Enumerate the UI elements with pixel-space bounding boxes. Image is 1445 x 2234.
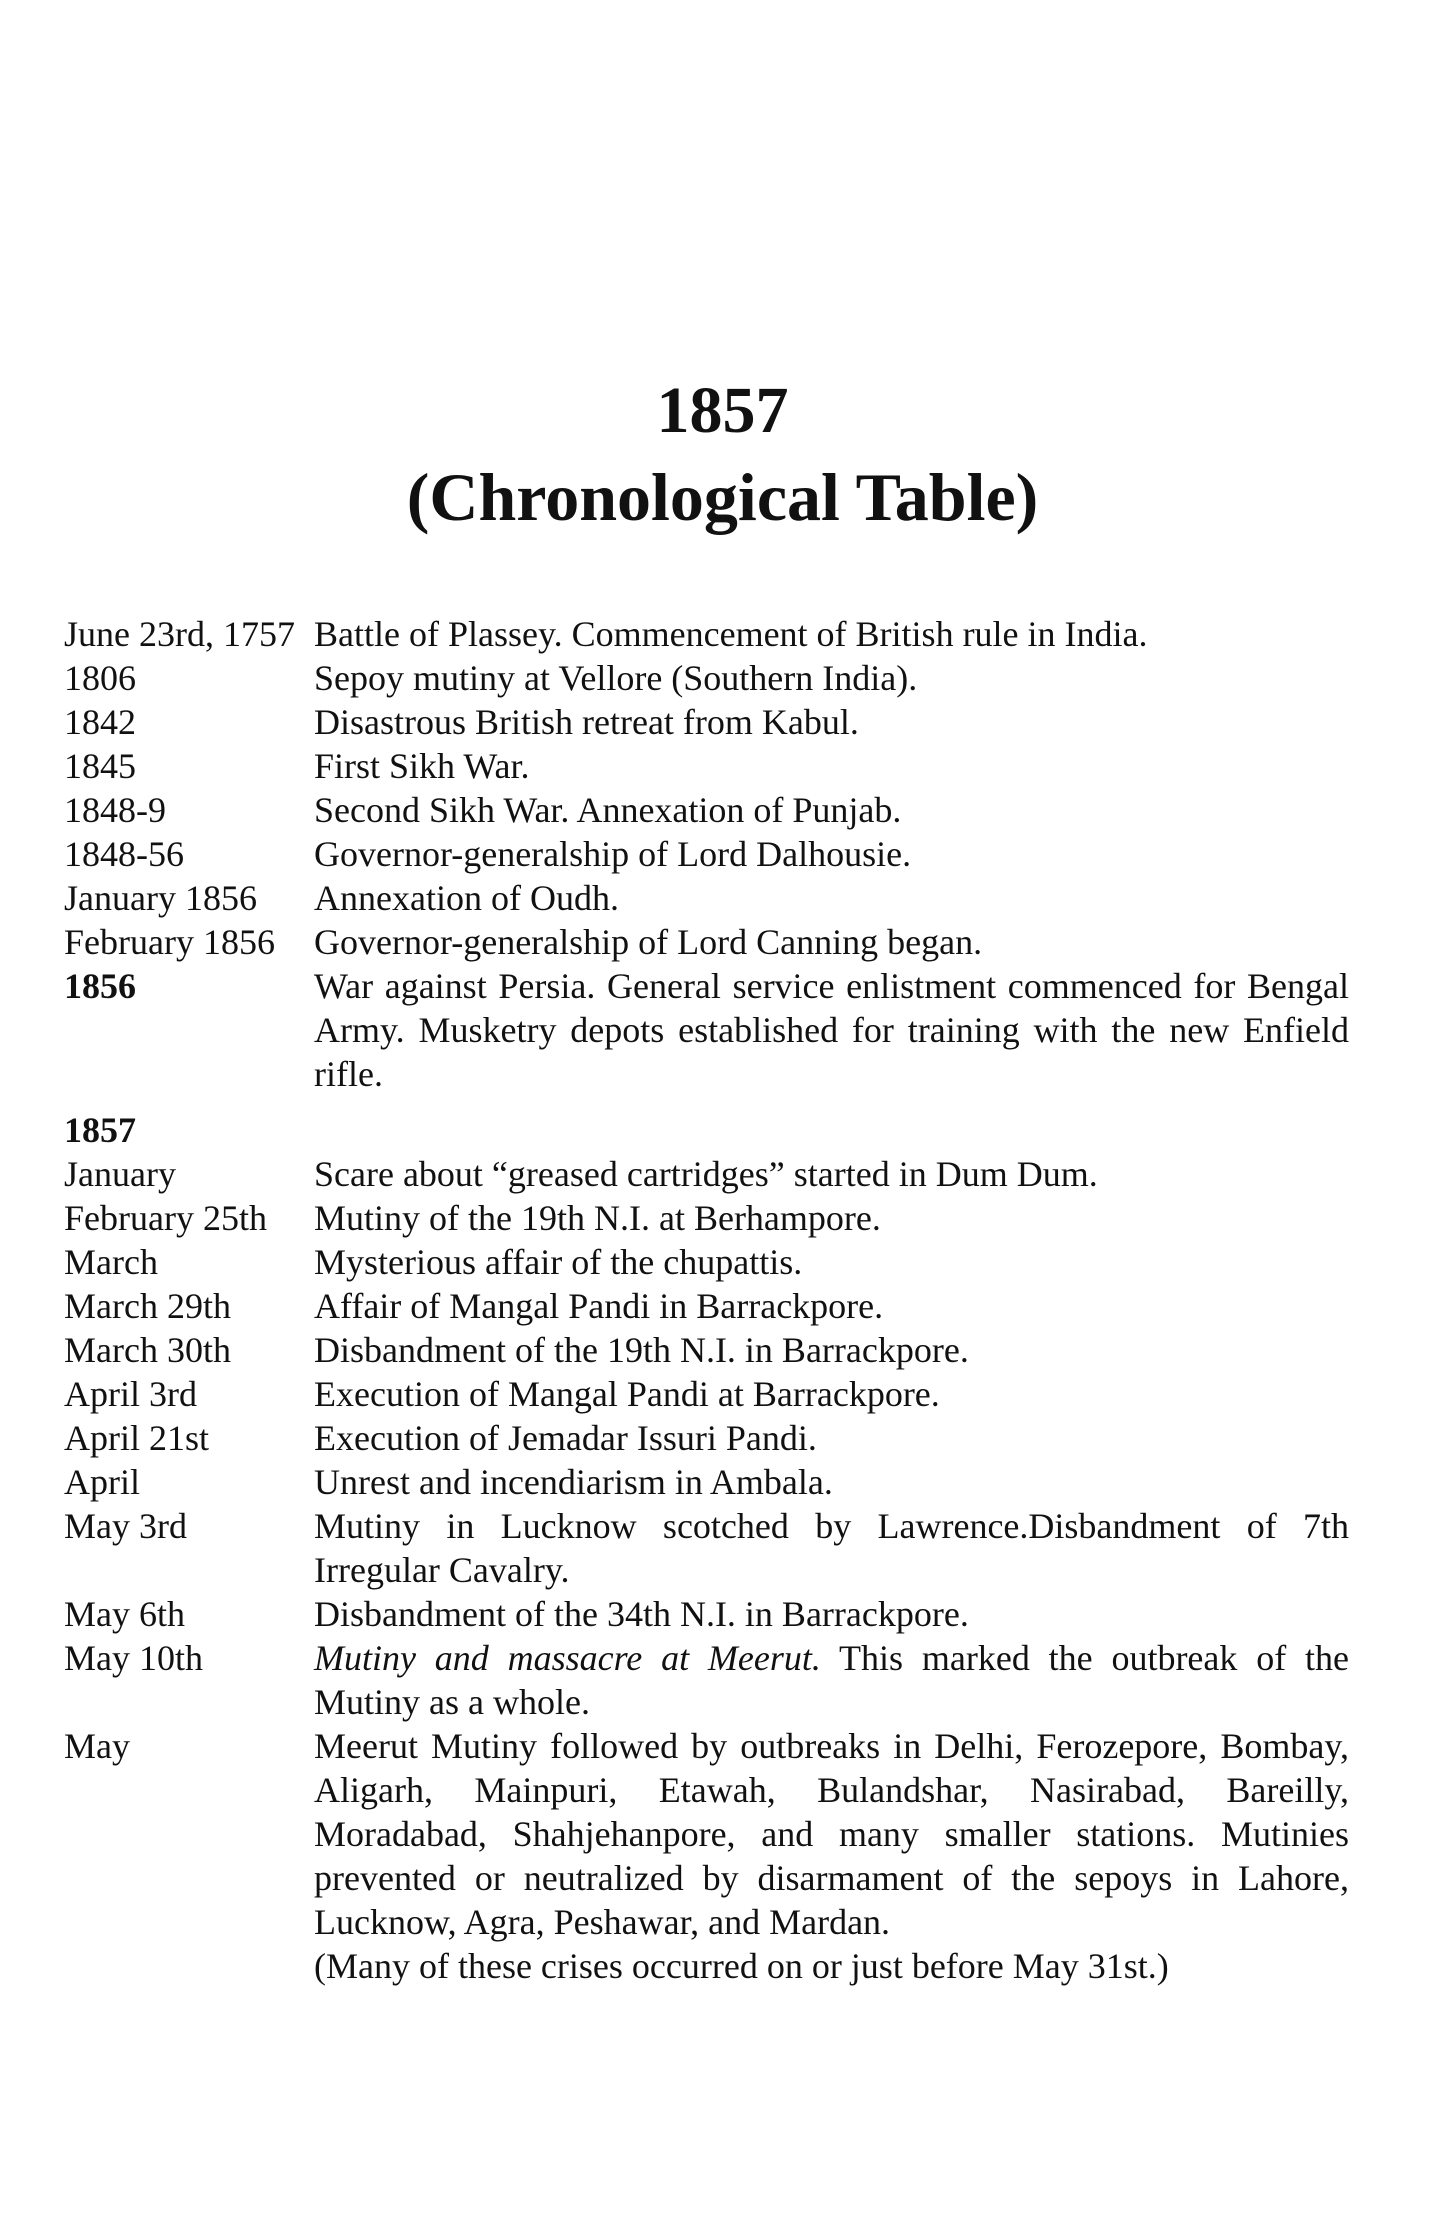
table-row <box>64 1108 1349 1152</box>
entry-date: March 30th <box>64 1330 231 1370</box>
table-row <box>64 1460 1349 1504</box>
entry-date: April 21st <box>64 1418 210 1458</box>
table-row <box>64 612 1349 656</box>
entry-event: Mysterious affair of the chupattis. <box>314 1242 803 1282</box>
table-row <box>64 700 1349 744</box>
table-row <box>64 920 1349 964</box>
entry-date: May 3rd <box>64 1506 187 1546</box>
table-row <box>64 788 1349 832</box>
table-row <box>64 876 1349 920</box>
table-row <box>64 1328 1349 1372</box>
entry-event: Disbandment of the 34th N.I. in Barrackpore. <box>314 1594 969 1634</box>
entry-date: 1848-9 <box>64 790 166 830</box>
entry-event: Second Sikh War. Annexation of Punjab. <box>314 790 902 830</box>
entry-date: 1848-56 <box>64 834 184 874</box>
entry-date: January <box>64 1154 176 1194</box>
page-title <box>0 368 1445 540</box>
entry-event: Disastrous British retreat from Kabul. <box>314 702 859 742</box>
section-gap <box>64 1096 1349 1108</box>
entry-event: Affair of Mangal Pandi in Barrackpore. <box>314 1286 884 1326</box>
table-row <box>64 832 1349 876</box>
entry-date: March 29th <box>64 1286 231 1326</box>
entry-date: 1845 <box>64 746 136 786</box>
title-subtitle: (Chronological Table) <box>406 459 1039 535</box>
entry-date: May <box>64 1726 130 1766</box>
entry-date: 1856 <box>64 966 136 1006</box>
entry-event: Scare about “greased cartridges” started in Dum Dum. <box>314 1154 1098 1194</box>
entry-date: May 6th <box>64 1594 185 1634</box>
entry-event-rest: This marked the outbreak of the Mutiny as a whole. <box>314 1638 1350 1722</box>
entry-event <box>314 1724 1349 1988</box>
entry-event: Governor-generalship of Lord Canning began. <box>314 922 983 962</box>
table-row <box>64 1372 1349 1416</box>
entry-date: 1806 <box>64 658 136 698</box>
entry-event: Execution of Jemadar Issuri Pandi. <box>314 1418 817 1458</box>
table-row <box>64 1196 1349 1240</box>
entry-event-note: (Many of these crises occurred on or just before May 31st.) <box>314 1946 1169 1986</box>
table-row <box>64 1724 1349 1988</box>
entry-event: Execution of Mangal Pandi at Barrackpore. <box>314 1374 940 1414</box>
chronological-table <box>64 612 1349 1988</box>
section-year-heading: 1857 <box>64 1110 136 1150</box>
entry-date: June 23rd, 1757 <box>64 614 295 654</box>
title-year: 1857 <box>656 374 789 447</box>
entry-event: First Sikh War. <box>314 746 530 786</box>
entry-date: February 25th <box>64 1198 267 1238</box>
entry-date: 1842 <box>64 702 136 742</box>
table-row <box>64 656 1349 700</box>
table-row <box>64 1592 1349 1636</box>
table-row <box>64 1152 1349 1196</box>
entry-event: Mutiny in Lucknow scotched by Lawrence.Disbandment of 7th Irregular Cavalry. <box>314 1506 1349 1590</box>
entry-event: Governor-generalship of Lord Dalhousie. <box>314 834 912 874</box>
entry-event: Annexation of Oudh. <box>314 878 619 918</box>
entry-event: Sepoy mutiny at Vellore (Southern India). <box>314 658 918 698</box>
entry-event: Mutiny of the 19th N.I. at Berhampore. <box>314 1198 881 1238</box>
table-row <box>64 1416 1349 1460</box>
entry-event: War against Persia. General service enlistment commenced for Bengal Army. Musketry depots established for training with the new Enfield rifle. <box>314 966 1349 1094</box>
entry-date: March <box>64 1242 158 1282</box>
entry-date: January 1856 <box>64 878 257 918</box>
entry-event: Battle of Plassey. Commencement of British rule in India. <box>314 614 1148 654</box>
table-row <box>64 1240 1349 1284</box>
table-row <box>64 744 1349 788</box>
entry-event-italic: Mutiny and massacre at Meerut. <box>314 1638 821 1678</box>
table-row <box>64 1636 1349 1724</box>
entry-event: Disbandment of the 19th N.I. in Barrackpore. <box>314 1330 969 1370</box>
table-row <box>64 964 1349 1096</box>
entry-event-text: Meerut Mutiny followed by outbreaks in Delhi, Ferozepore, Bombay, Aligarh, Mainpuri, Etawah, Bulandshar, Nasirabad, Bareilly, Moradabad, Shahjehanpore, and many smaller stations. Mutinies prevented or neutralized by disarmament of the sepoys in Lahore, Lucknow, Agra, Peshawar, and Mardan. <box>314 1726 1349 1942</box>
entry-date: May 10th <box>64 1638 203 1678</box>
entry-event <box>314 1108 1349 1152</box>
entry-date: February 1856 <box>64 922 275 962</box>
entry-date: April <box>64 1462 140 1502</box>
entry-event <box>314 1636 1349 1724</box>
table-row <box>64 1284 1349 1328</box>
entry-event: Unrest and incendiarism in Ambala. <box>314 1462 833 1502</box>
table-row <box>64 1504 1349 1592</box>
entry-date: April 3rd <box>64 1374 197 1414</box>
